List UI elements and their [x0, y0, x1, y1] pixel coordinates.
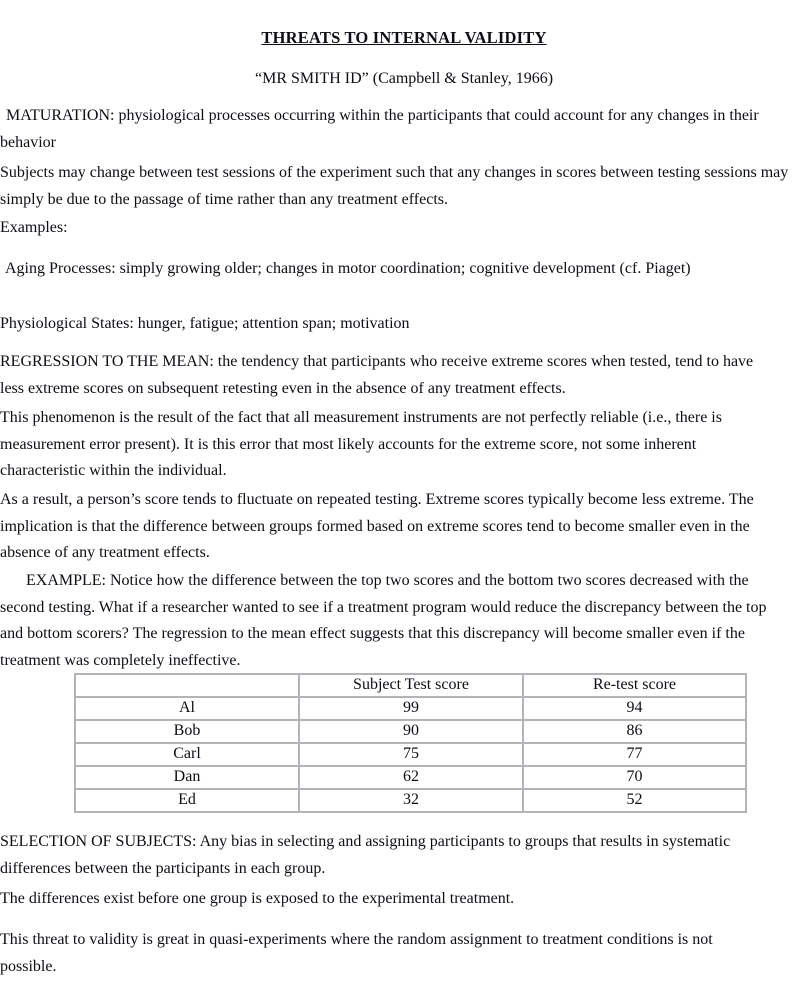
regression-detail-one-block: [0, 405, 808, 485]
cell-retest-score: 52: [523, 789, 746, 812]
examples-label: Examples:: [0, 219, 68, 236]
regression-example-paragraph: EXAMPLE: Notice how the difference between the top two scores and the bottom two scores decreased with the second testing. What if a researcher wanted to see if a treatment program would reduce the discrepancy between the top and bottom scorers? The regression to the mean effect suggests that this discrepancy will become smaller even if the treatment was completely ineffective.: [0, 572, 767, 669]
cell-subject-name: Dan: [75, 766, 299, 789]
table-header-subject-name: [75, 674, 299, 697]
table-row: [75, 720, 746, 743]
regression-heading-paragraph: REGRESSION TO THE MEAN: the tendency that participants who receive extreme scores when tested, tend to have less extreme scores on subsequent retesting even in the absence of any treatment effects.: [0, 353, 754, 397]
score-table: [74, 673, 747, 813]
maturation-example-physiological: Physiological States: hunger, fatigue; attention span; motivation: [0, 315, 410, 332]
cell-retest-score: 77: [523, 743, 746, 766]
section-regression: [0, 349, 808, 402]
cell-subject-name: Carl: [75, 743, 299, 766]
maturation-heading-paragraph: MATURATION: physiological processes occurring within the participants that could account for any changes in their behavior: [0, 107, 759, 151]
selection-detail-paragraph-1: The differences exist before one group is exposed to the experimental treatment.: [0, 890, 515, 907]
cell-subject-name: Al: [75, 697, 299, 720]
table-header-row: [75, 674, 746, 697]
section-maturation: [0, 103, 808, 156]
page-title: THREATS TO INTERNAL VALIDITY: [261, 28, 547, 47]
regression-detail-paragraph-2: As a result, a person’s score tends to fluctuate on repeated testing. Extreme scores typically become less extreme. The implication is that the difference between groups formed based on extreme scores tend to become smaller even in the absence of any treatment effects.: [0, 491, 754, 561]
cell-test-score: 90: [299, 720, 523, 743]
cell-retest-score: 86: [523, 720, 746, 743]
table-row: [75, 697, 746, 720]
selection-heading-paragraph: SELECTION OF SUBJECTS: Any bias in selecting and assigning participants to groups that results in systematic differences between the participants in each group.: [0, 833, 731, 877]
regression-detail-two-block: [0, 487, 808, 567]
maturation-detail-paragraph: Subjects may change between test sessions of the experiment such that any changes in scores between testing sessions may simply be due to the passage of time rather than any treatment effects.: [0, 164, 789, 208]
cell-test-score: 32: [299, 789, 523, 812]
maturation-example-two-block: [0, 311, 808, 338]
maturation-example-one-block: [0, 256, 808, 283]
maturation-detail-block: [0, 160, 808, 213]
selection-detail-two-block: [0, 927, 808, 980]
cell-retest-score: 70: [523, 766, 746, 789]
cell-test-score: 62: [299, 766, 523, 789]
table-header-retest-score: Re-test score: [523, 674, 746, 697]
cell-subject-name: Ed: [75, 789, 299, 812]
document-subtitle: “MR SMITH ID” (Campbell & Stanley, 1966): [254, 70, 554, 87]
table-row: [75, 789, 746, 812]
regression-score-table-container: [74, 673, 745, 813]
maturation-example-aging: Aging Processes: simply growing older; changes in motor coordination; cognitive development (cf. Piaget): [5, 260, 691, 277]
cell-test-score: 75: [299, 743, 523, 766]
cell-subject-name: Bob: [75, 720, 299, 743]
table-header-test-score: Subject Test score: [299, 674, 523, 697]
table-row: [75, 743, 746, 766]
selection-detail-paragraph-2: This threat to validity is great in quasi-experiments where the random assignment to treatment conditions is not possible.: [0, 931, 713, 975]
regression-example-block: [0, 568, 808, 674]
selection-detail-one-block: [0, 886, 808, 913]
cell-test-score: 99: [299, 697, 523, 720]
section-selection: [0, 829, 808, 882]
maturation-examples-block: [0, 215, 808, 242]
regression-detail-paragraph-1: This phenomenon is the result of the fact that all measurement instruments are not perfectly reliable (i.e., there is measurement error present). It is this error that most likely accounts for the extreme score, not some inherent characteristic within the individual.: [0, 409, 722, 479]
table-row: [75, 766, 746, 789]
cell-retest-score: 94: [523, 697, 746, 720]
